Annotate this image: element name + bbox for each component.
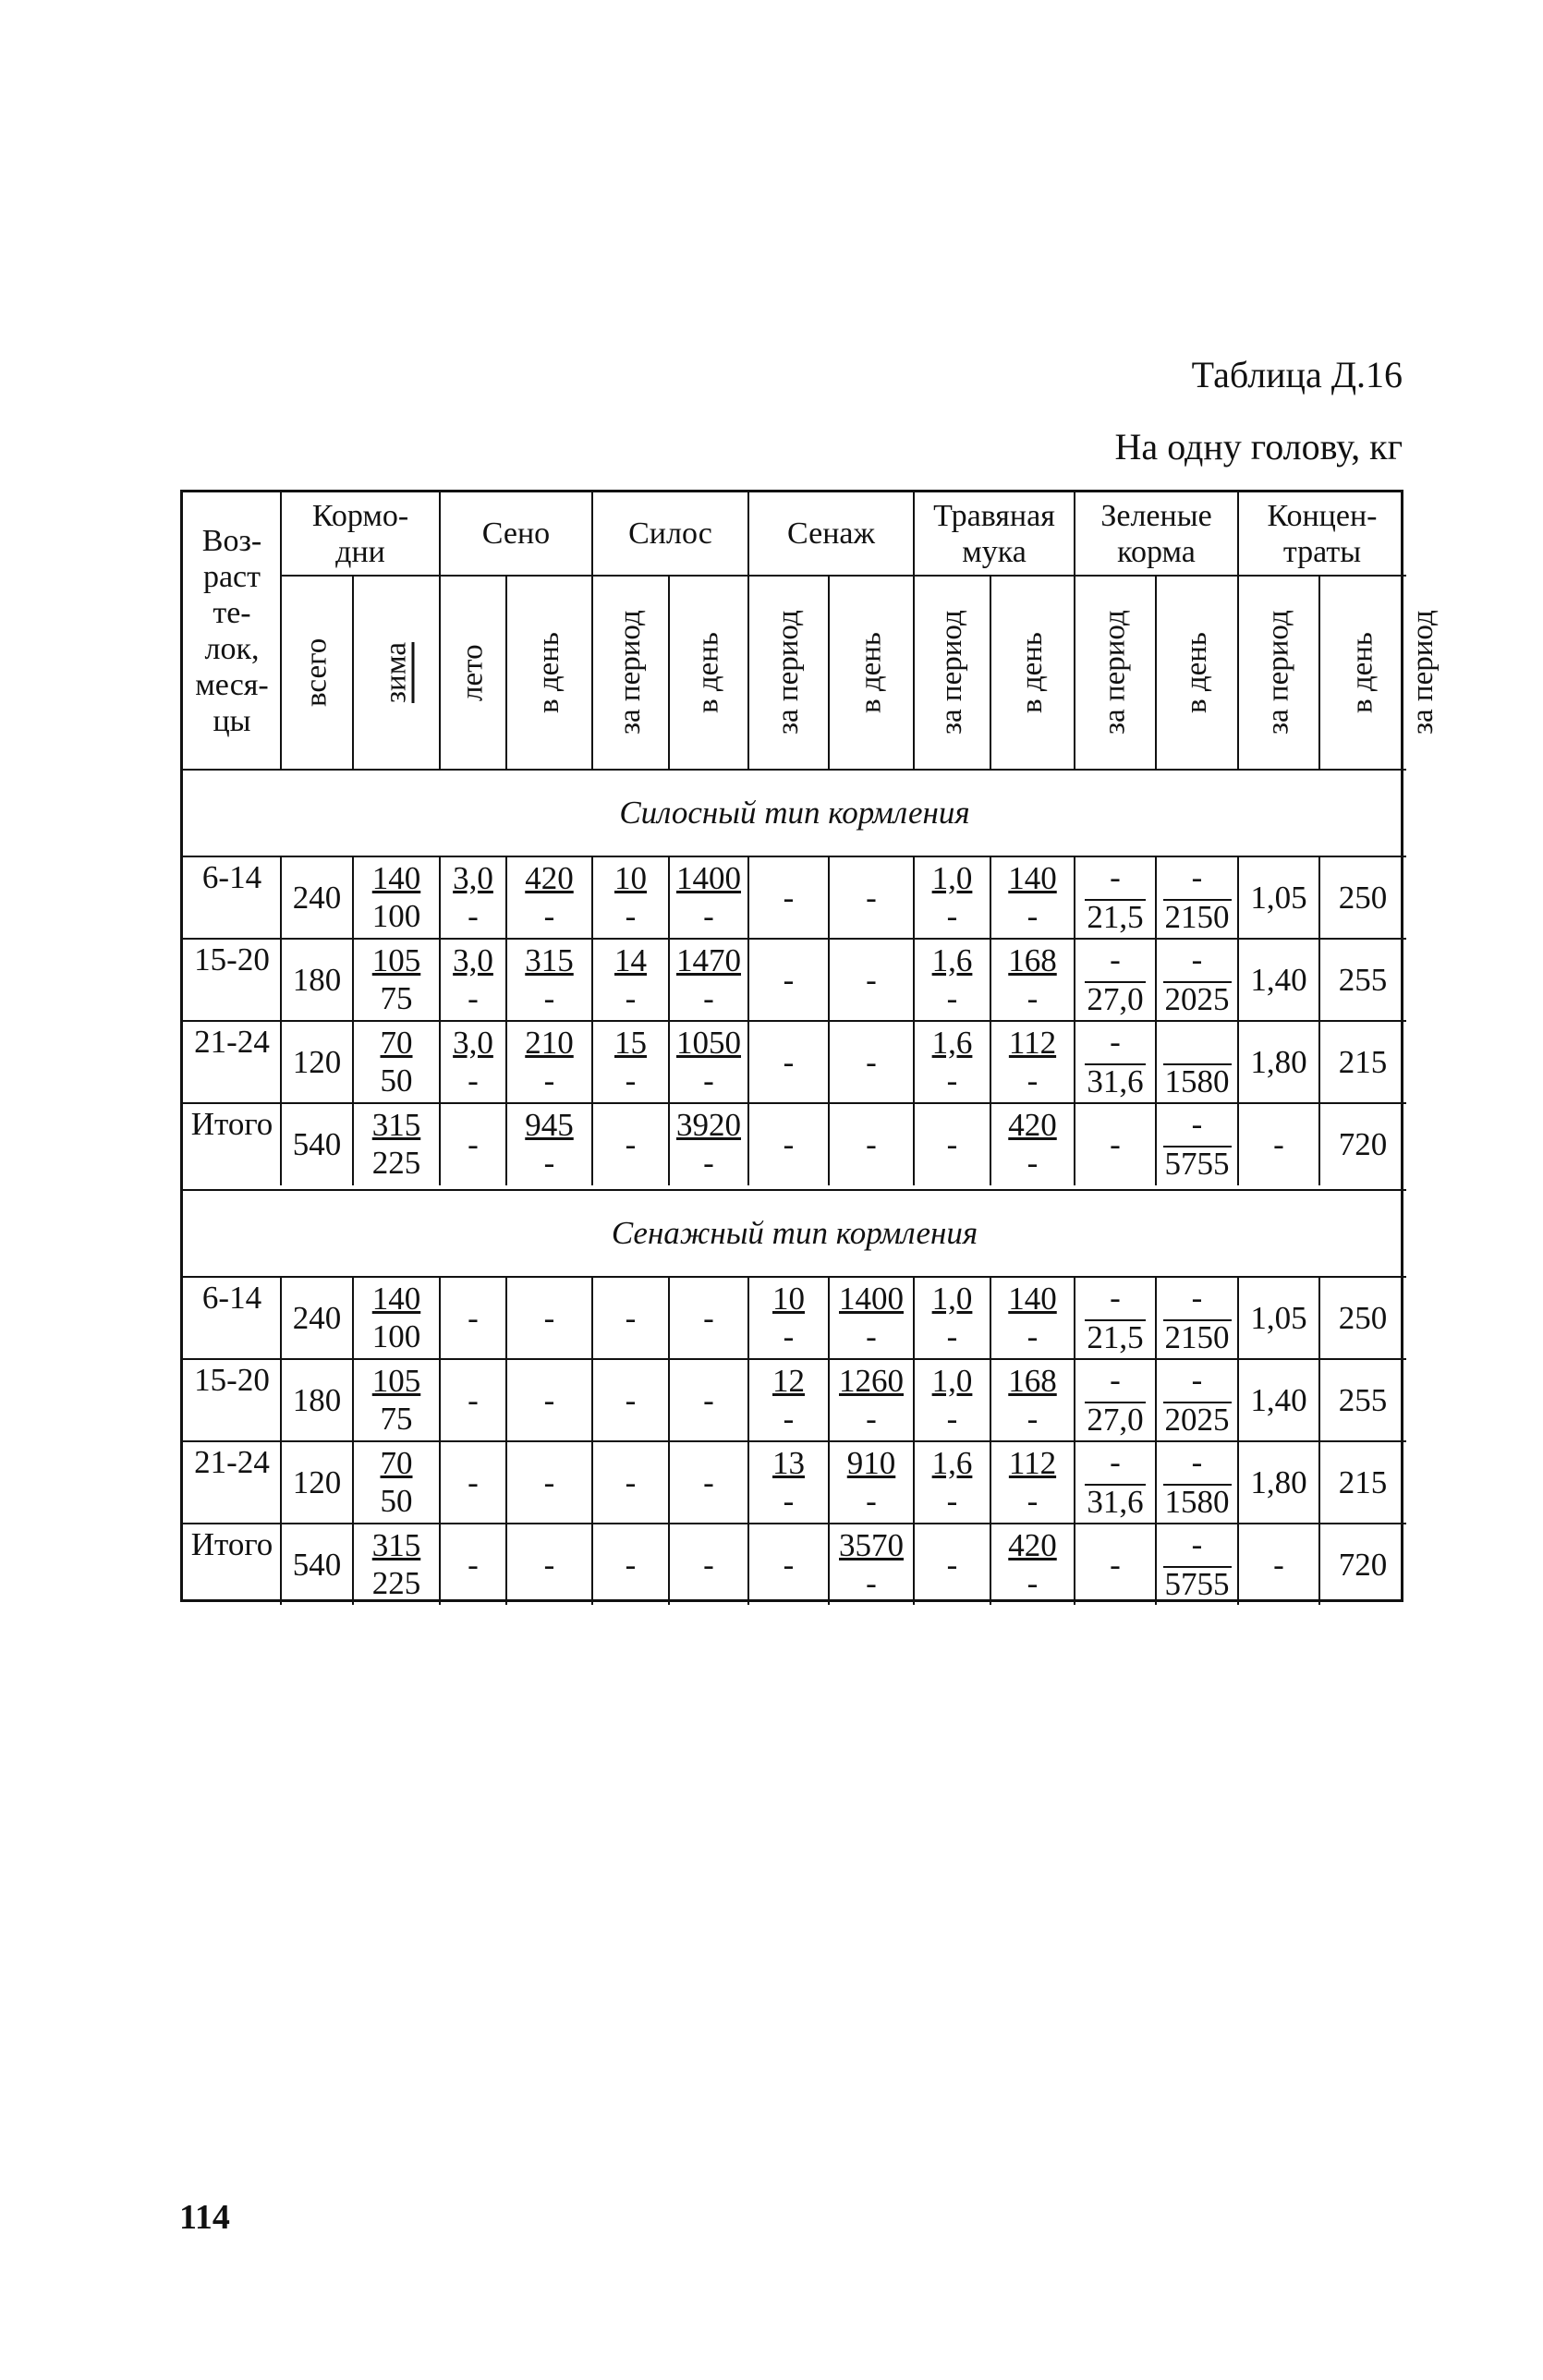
fraction-bottom: - [703, 898, 714, 935]
fraction-top: 315 [525, 941, 574, 978]
table-cell-fraction [592, 939, 669, 1021]
fraction-bottom: 100 [371, 898, 421, 935]
header-group-line: Концен- [1267, 498, 1378, 533]
fraction-bottom: - [1027, 980, 1039, 1017]
fraction-top: 140 [1008, 859, 1057, 896]
fraction-top: 1400 [839, 1280, 904, 1317]
header-group [440, 492, 592, 576]
header-group [1075, 492, 1238, 576]
table-cell: - [543, 1382, 555, 1418]
table-cell: - [625, 1547, 637, 1583]
table-unit: На одну голову, кг [1114, 426, 1403, 468]
table-cell-fraction [440, 939, 506, 1021]
row-age: 6-14 [201, 1279, 262, 1316]
table-cell: 1,05 [1250, 880, 1307, 916]
fraction-bottom: - [468, 1062, 479, 1099]
fraction-top: 15 [614, 1024, 647, 1061]
table-cell-fraction [1156, 1021, 1238, 1103]
table-cell-fraction [353, 1441, 440, 1524]
fraction-top: - [1191, 1362, 1203, 1398]
fraction-top: - [1191, 1280, 1203, 1316]
header-sub-11: в день [1180, 632, 1213, 713]
table-cell-fraction [1156, 1277, 1238, 1359]
header-age-line: лок, [204, 632, 260, 666]
fraction-bottom: 2150 [1164, 899, 1230, 935]
fraction-top: 70 [380, 1024, 413, 1061]
fraction-bottom: - [625, 1062, 637, 1099]
table-cell-fraction [506, 1103, 592, 1185]
table-cell-fraction [748, 1277, 829, 1359]
fraction-top: 140 [1008, 1280, 1057, 1317]
fraction-bottom: 2150 [1164, 1319, 1230, 1355]
fraction-top: 1400 [676, 859, 741, 896]
row-age: Итого [190, 1105, 273, 1142]
fraction-bottom: 27,0 [1087, 1402, 1144, 1438]
fraction-top: 140 [371, 859, 421, 896]
table-cell-fraction [353, 1103, 440, 1185]
table-cell-fraction [1075, 1441, 1156, 1524]
table-cell-fraction [353, 1524, 440, 1606]
table-cell: 240 [292, 880, 342, 916]
header-group [914, 492, 1075, 576]
fraction-top: 1,0 [931, 1280, 973, 1317]
table-cell-fraction [829, 1277, 914, 1359]
table-cell: 250 [1338, 1300, 1388, 1336]
fraction-bottom: - [703, 1145, 714, 1182]
table-cell: 180 [292, 1382, 342, 1418]
table-cell-fraction [914, 1359, 990, 1441]
header-group-line: корма [1117, 535, 1196, 569]
fraction-top: 1050 [676, 1024, 741, 1061]
fraction-top: 168 [1008, 941, 1057, 978]
table-cell: - [625, 1126, 637, 1162]
fraction-bottom: - [946, 898, 958, 935]
table-cell: 215 [1338, 1044, 1388, 1080]
fraction-bottom: - [625, 898, 637, 935]
table-cell: - [625, 1300, 637, 1336]
table-cell: - [625, 1464, 637, 1500]
header-group-line: Травяная [933, 498, 1055, 533]
table-cell: 720 [1338, 1126, 1388, 1162]
table-cell-fraction [669, 856, 748, 939]
header-sub-2: лето [456, 644, 490, 701]
fraction-bottom: 225 [371, 1565, 421, 1602]
header-sub-8: за период [935, 610, 968, 735]
table-cell-fraction [748, 1441, 829, 1524]
fraction-bottom: 50 [380, 1483, 413, 1520]
header-group-line: дни [335, 535, 385, 569]
fraction-bottom: - [1027, 1565, 1039, 1602]
header-group-line: Сенаж [787, 516, 875, 552]
fraction-top: 1,0 [931, 859, 973, 896]
table-cell: - [468, 1382, 479, 1418]
header-sub-3: в день [532, 632, 565, 713]
table-cell: 1,40 [1250, 962, 1307, 998]
section-title: Силосный тип кормления [619, 795, 970, 831]
fraction-bottom: 225 [371, 1145, 421, 1182]
page-number: 114 [179, 2198, 230, 2237]
table-cell: - [783, 1126, 795, 1162]
fraction-bottom: - [543, 898, 555, 935]
header-age-line: те- [213, 595, 251, 630]
fraction-bottom: - [1027, 1401, 1039, 1438]
fraction-top: - [1191, 1444, 1203, 1480]
table-cell: - [703, 1382, 714, 1418]
fraction-bottom: 5755 [1164, 1566, 1230, 1602]
table-cell-fraction [1156, 1524, 1238, 1606]
fraction-bottom: - [946, 1483, 958, 1520]
table-cell: - [468, 1547, 479, 1583]
fraction-top: - [1191, 1526, 1203, 1562]
table-cell: - [866, 1044, 877, 1080]
table-cell: 720 [1338, 1547, 1388, 1583]
section-title: Сенажный тип кормления [611, 1215, 978, 1251]
fraction-top: 420 [1008, 1526, 1057, 1563]
table-cell-fraction [669, 939, 748, 1021]
header-sub-12: за период [1261, 610, 1295, 735]
fraction-top: 112 [1008, 1444, 1057, 1481]
fraction-top: 10 [614, 859, 647, 896]
fraction-top: - [1110, 1444, 1121, 1480]
fraction-bottom: - [543, 980, 555, 1017]
table-cell-fraction [440, 1021, 506, 1103]
fraction-top: 70 [380, 1444, 413, 1481]
fraction-bottom: 100 [371, 1318, 421, 1355]
fraction-bottom: 2025 [1164, 1402, 1230, 1438]
table-cell-fraction [669, 1021, 748, 1103]
fraction-top: 210 [525, 1024, 574, 1061]
header-group-line: мука [962, 535, 1027, 569]
fraction-bottom: - [866, 1401, 877, 1438]
header-sub-4: за период [614, 610, 647, 735]
table-cell: 180 [292, 962, 342, 998]
row-age: 15-20 [194, 1361, 270, 1398]
table-cell: - [866, 962, 877, 998]
table-cell: 1,80 [1250, 1044, 1307, 1080]
fraction-bottom: - [1027, 1318, 1039, 1355]
fraction-top: 112 [1008, 1024, 1057, 1061]
table-cell-fraction [990, 1021, 1075, 1103]
table-cell: - [1273, 1547, 1284, 1583]
table-cell-fraction [669, 1103, 748, 1185]
table-cell-fraction [1075, 1359, 1156, 1441]
fraction-top: - [1191, 859, 1203, 895]
table-cell: - [703, 1464, 714, 1500]
table-cell: - [703, 1300, 714, 1336]
fraction-bottom: 5755 [1164, 1146, 1230, 1182]
table-cell: 250 [1338, 880, 1388, 916]
table-cell: - [783, 962, 795, 998]
table-cell: - [1110, 1126, 1121, 1162]
row-age: Итого [190, 1525, 273, 1562]
fraction-top: 3,0 [453, 1024, 493, 1061]
fraction-bottom: - [625, 980, 637, 1017]
fraction-top: - [1110, 1362, 1121, 1398]
table-cell: - [866, 880, 877, 916]
fraction-bottom: 31,6 [1087, 1484, 1144, 1520]
fraction-top: 1,6 [931, 1024, 973, 1061]
fraction-bottom: - [783, 1483, 795, 1520]
header-group [281, 492, 440, 576]
fraction-top: 1,6 [931, 1444, 973, 1481]
fraction-top: 1,6 [931, 941, 973, 978]
fraction-bottom: 2025 [1164, 981, 1230, 1017]
fraction-bottom: - [543, 1062, 555, 1099]
fraction-bottom: - [866, 1483, 877, 1520]
header-group-line: Кормо- [311, 498, 409, 533]
table-cell: 255 [1338, 962, 1388, 998]
fraction-top: 105 [371, 1362, 421, 1399]
fraction-bottom: 50 [380, 1062, 413, 1099]
fraction-bottom: 75 [380, 1401, 413, 1438]
table-cell-fraction [440, 856, 506, 939]
table-cell-fraction [914, 1277, 990, 1359]
table-cell-fraction [990, 1359, 1075, 1441]
header-group [748, 492, 914, 576]
fraction-top: 12 [772, 1362, 805, 1399]
fraction-bottom: 21,5 [1087, 899, 1144, 935]
table-cell-fraction [829, 1441, 914, 1524]
header-group-line: траты [1282, 535, 1362, 569]
fraction-bottom: - [703, 980, 714, 1017]
fraction-bottom: 27,0 [1087, 981, 1144, 1017]
fraction-bottom: 31,6 [1087, 1063, 1144, 1099]
fraction-top: - [1110, 1024, 1121, 1060]
table-cell-fraction [990, 1441, 1075, 1524]
header-sub-9: в день [1015, 632, 1049, 713]
fraction-top: 1470 [676, 941, 741, 978]
table-cell: 215 [1338, 1464, 1388, 1500]
table-cell-fraction [748, 1359, 829, 1441]
header-age-line: раст [202, 559, 261, 594]
table-cell-fraction [990, 1103, 1075, 1185]
table-title: Таблица Д.16 [1191, 354, 1403, 395]
table-cell: - [783, 1044, 795, 1080]
fraction-top: 13 [772, 1444, 805, 1481]
table-cell: - [783, 880, 795, 916]
table-cell: - [1273, 1126, 1284, 1162]
table-cell-fraction [914, 1021, 990, 1103]
header-group [592, 492, 748, 576]
table-cell-fraction [353, 1359, 440, 1441]
table-cell: 120 [292, 1044, 342, 1080]
row-age: 15-20 [194, 941, 270, 978]
table-cell-fraction [506, 1021, 592, 1103]
table-cell-fraction [990, 856, 1075, 939]
fraction-bottom: - [1027, 898, 1039, 935]
feed-table [180, 490, 1440, 1602]
table-cell: - [1110, 1547, 1121, 1583]
table-cell-fraction [353, 1021, 440, 1103]
fraction-bottom: - [1027, 1145, 1039, 1182]
fraction-top: - [1191, 1106, 1203, 1142]
header-group-line: Сено [481, 516, 551, 552]
header-sub-10: за период [1098, 610, 1132, 735]
fraction-top: - [1110, 859, 1121, 895]
fraction-top: 10 [772, 1280, 805, 1317]
table-cell: - [783, 1547, 795, 1583]
fraction-bottom: - [543, 1145, 555, 1182]
fraction-bottom: - [946, 980, 958, 1017]
table-cell-fraction [914, 1441, 990, 1524]
table-cell: - [703, 1547, 714, 1583]
table-cell: - [946, 1126, 958, 1162]
table-cell-fraction [990, 1277, 1075, 1359]
fraction-bottom: - [468, 980, 479, 1017]
table-cell-fraction [1075, 1021, 1156, 1103]
fraction-bottom: - [946, 1062, 958, 1099]
table-cell: - [866, 1126, 877, 1162]
row-age: 6-14 [201, 858, 262, 895]
fraction-top: 315 [371, 1526, 421, 1563]
fraction-top: 3920 [676, 1106, 741, 1143]
table-cell-fraction [592, 856, 669, 939]
fraction-top: - [1110, 1280, 1121, 1316]
fraction-bottom: - [866, 1318, 877, 1355]
fraction-top: 14 [614, 941, 647, 978]
table-cell-fraction [1156, 856, 1238, 939]
table-cell-fraction [592, 1021, 669, 1103]
header-age [183, 492, 281, 770]
table-cell-fraction [990, 939, 1075, 1021]
fraction-bottom: 1580 [1164, 1063, 1230, 1099]
header-age-line: Воз- [201, 523, 262, 558]
table-cell-fraction [829, 1359, 914, 1441]
header-sub-13: в день [1345, 632, 1379, 713]
fraction-top: 910 [846, 1444, 896, 1481]
fraction-top: 140 [371, 1280, 421, 1317]
table-cell-fraction [1156, 1441, 1238, 1524]
header-group [1238, 492, 1406, 576]
fraction-bottom: - [946, 1401, 958, 1438]
fraction-bottom: - [468, 898, 479, 935]
fraction-bottom: - [1027, 1062, 1039, 1099]
fraction-bottom: - [1027, 1483, 1039, 1520]
table-cell-fraction [1075, 1277, 1156, 1359]
table-cell-fraction [914, 856, 990, 939]
table-cell: - [468, 1464, 479, 1500]
table-cell: - [625, 1382, 637, 1418]
fraction-top: 1260 [839, 1362, 904, 1399]
fraction-top: - [1191, 941, 1203, 978]
fraction-bottom: - [783, 1401, 795, 1438]
table-cell-fraction [914, 939, 990, 1021]
table-cell: - [543, 1547, 555, 1583]
table-cell: - [543, 1464, 555, 1500]
fraction-bottom: - [866, 1565, 877, 1602]
table-cell: 240 [292, 1300, 342, 1336]
fraction-top: 315 [371, 1106, 421, 1143]
fraction-top: 105 [371, 941, 421, 978]
header-age-line: цы [213, 704, 251, 739]
fraction-bottom: - [783, 1318, 795, 1355]
fraction-top: 420 [1008, 1106, 1057, 1143]
table-cell-fraction [1156, 939, 1238, 1021]
table-cell-fraction [1156, 1103, 1238, 1185]
table-cell-fraction [990, 1524, 1075, 1606]
header-sub-14: за период [1406, 610, 1440, 735]
header-sub-7: в день [854, 632, 888, 713]
table-cell: 255 [1338, 1382, 1388, 1418]
header-sub-6: за период [772, 610, 805, 735]
fraction-bottom: - [946, 1318, 958, 1355]
table-cell-fraction [353, 1277, 440, 1359]
table-cell-fraction [829, 1524, 914, 1606]
table-cell: 1,80 [1250, 1464, 1307, 1500]
table-cell: - [468, 1300, 479, 1336]
table-cell: 1,40 [1250, 1382, 1307, 1418]
table-cell-fraction [506, 939, 592, 1021]
fraction-top: 3,0 [453, 941, 493, 978]
table-cell-fraction [506, 856, 592, 939]
header-sub-1: зима [379, 642, 413, 703]
header-group-line: Силос [628, 516, 712, 552]
fraction-top: 945 [525, 1106, 574, 1143]
header-sub-0: всего [299, 638, 334, 708]
table-cell-fraction [1075, 939, 1156, 1021]
fraction-top: 420 [525, 859, 574, 896]
header-sub-5: в день [691, 632, 725, 713]
table-cell-fraction [1156, 1359, 1238, 1441]
fraction-bottom: - [703, 1062, 714, 1099]
row-age: 21-24 [194, 1023, 270, 1060]
table-cell-fraction [353, 856, 440, 939]
header-age-line: меся- [195, 668, 269, 703]
fraction-top: 1,0 [931, 1362, 973, 1399]
table-cell-fraction [353, 939, 440, 1021]
table-cell: - [946, 1547, 958, 1583]
table-cell: 540 [292, 1547, 342, 1583]
row-age: 21-24 [194, 1443, 270, 1480]
fraction-bottom: 21,5 [1087, 1319, 1144, 1355]
header-group-line: Зеленые [1100, 498, 1212, 533]
fraction-top: 3,0 [453, 859, 493, 896]
fraction-bottom: 1580 [1164, 1484, 1230, 1520]
fraction-top: 168 [1008, 1362, 1057, 1399]
table-cell: 1,05 [1250, 1300, 1307, 1336]
fraction-top: - [1110, 941, 1121, 978]
table-cell: 120 [292, 1464, 342, 1500]
table-cell: - [543, 1300, 555, 1336]
table-cell-fraction [1075, 856, 1156, 939]
fraction-top: 3570 [839, 1526, 904, 1563]
fraction-bottom: 75 [380, 980, 413, 1017]
table-cell: - [468, 1126, 479, 1162]
table-cell: 540 [292, 1126, 342, 1162]
